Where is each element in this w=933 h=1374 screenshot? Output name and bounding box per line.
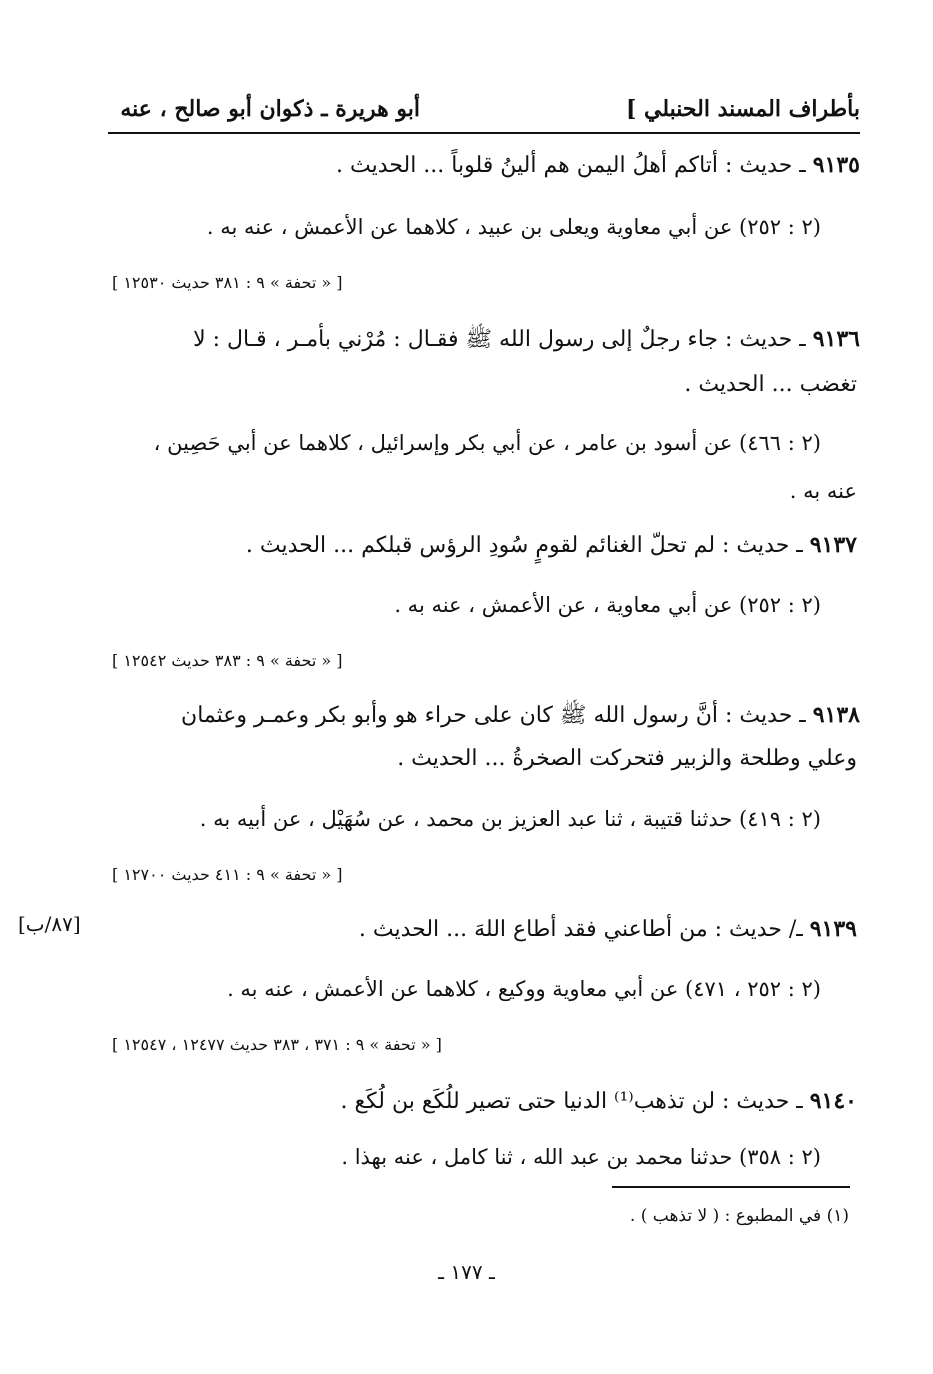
hadith-number: ٩١٤٠ (809, 1088, 857, 1114)
hadith-9136-text-cont: تغضب ... الحديث . (684, 372, 857, 397)
hadith-9135-text (108, 150, 860, 181)
hadith-body: ـ حديث : لم تحلّ الغنائم لقومٍ سُودِ الرؤس قبلكم ... الحديث . (245, 533, 803, 558)
hadith-9137-source: (٢ : ٢٥٢) عن أبي معاوية ، عن الأعمش ، عنه به . (394, 593, 821, 617)
hadith-9139-tuhfa: [ « تحفة » ٩ : ٣٧١ ، ٣٨٣ حديث ١٢٤٧٧ ، ١٢٥٤٧ ] (112, 1035, 442, 1054)
hadith-9138-tuhfa: [ « تحفة » ٩ : ٤١١ حديث ١٢٧٠٠ ] (112, 865, 343, 884)
hadith-9139-source: (٢ : ٢٥٢ ، ٤٧١) عن أبي معاوية ووكيع ، كلاهما عن الأعمش ، عنه به . (227, 977, 821, 1001)
running-header (108, 96, 860, 134)
hadith-number: ٩١٣٧ (809, 532, 857, 558)
hadith-number: ٩١٣٥ (812, 152, 860, 178)
header-book-title: بأطراف المسند الحنبلي ] (625, 96, 860, 122)
hadith-9138-source: (٢ : ٤١٩) حدثنا قتيبة ، ثنا عبد العزيز بن محمد ، عن سُهَيْل ، عن أبيه به . (199, 807, 821, 831)
footnote: (١) في المطبوع : ( لا تذهب ) . (629, 1206, 849, 1226)
hadith-9140-text (340, 1086, 857, 1117)
hadith-body: ـ حديث : جاء رجلٌ إلى رسول الله ﷺ فقـال : مُرْني بأمـر ، قـال : لا (193, 327, 806, 352)
hadith-9135-source: (٢ : ٢٥٢) عن أبي معاوية ويعلى بن عبيد ، كلاهما عن الأعمش ، عنه به . (206, 215, 821, 239)
hadith-9139-text (359, 914, 857, 945)
hadith-9136-source-cont: عنه به . (789, 479, 857, 503)
margin-folio-note: [٨٧/ب] (18, 912, 81, 936)
hadith-9136-tuhfa: [ « تحفة » ٩ : ٣٨٣ حديث ١٢٥٤٢ ] (112, 651, 343, 670)
hadith-number: ٩١٣٦ (812, 326, 860, 352)
hadith-9137-text (246, 530, 857, 561)
hadith-number: ٩١٣٩ (809, 916, 857, 942)
hadith-9138-text (108, 700, 860, 731)
hadith-number: ٩١٣٨ (812, 702, 860, 728)
header-chapter: أبو هريرة ـ ذكوان أبو صالح ، عنه (120, 96, 420, 122)
hadith-body: ـ حديث : أتاكم أهلُ اليمن هم ألينُ قلوباً ... الحديث . (336, 153, 806, 178)
hadith-body: ـ حديث : لن تذهب⁽¹⁾ الدنيا حتى تصير للُكَع بن لُكَع . (340, 1089, 803, 1114)
hadith-9135-tuhfa: [ « تحفة » ٩ : ٣٨١ حديث ١٢٥٣٠ ] (112, 273, 343, 292)
hadith-body: ـ حديث : أنَّ رسول الله ﷺ كان على حراء هو وأبو بكر وعمـر وعثمان (181, 703, 806, 728)
footnote-rule (612, 1186, 850, 1188)
hadith-9138-text-cont: وعلي وطلحة والزبير فتحركت الصخرةُ ... الحديث . (397, 746, 857, 771)
hadith-9136-text (108, 324, 860, 355)
hadith-9136-source: (٢ : ٤٦٦) عن أسود بن عامر ، عن أبي بكر وإسرائيل ، كلاهما عن أبي حَصِين ، (153, 431, 821, 455)
page-number: ـ ١٧٧ ـ (438, 1260, 495, 1284)
hadith-9140-source: (٢ : ٣٥٨) حدثنا محمد بن عبد الله ، ثنا كامل ، عنه بهذا . (341, 1145, 821, 1169)
hadith-body: ـ/ حديث : من أطاعني فقد أطاع اللهَ ... الحديث . (358, 917, 803, 942)
